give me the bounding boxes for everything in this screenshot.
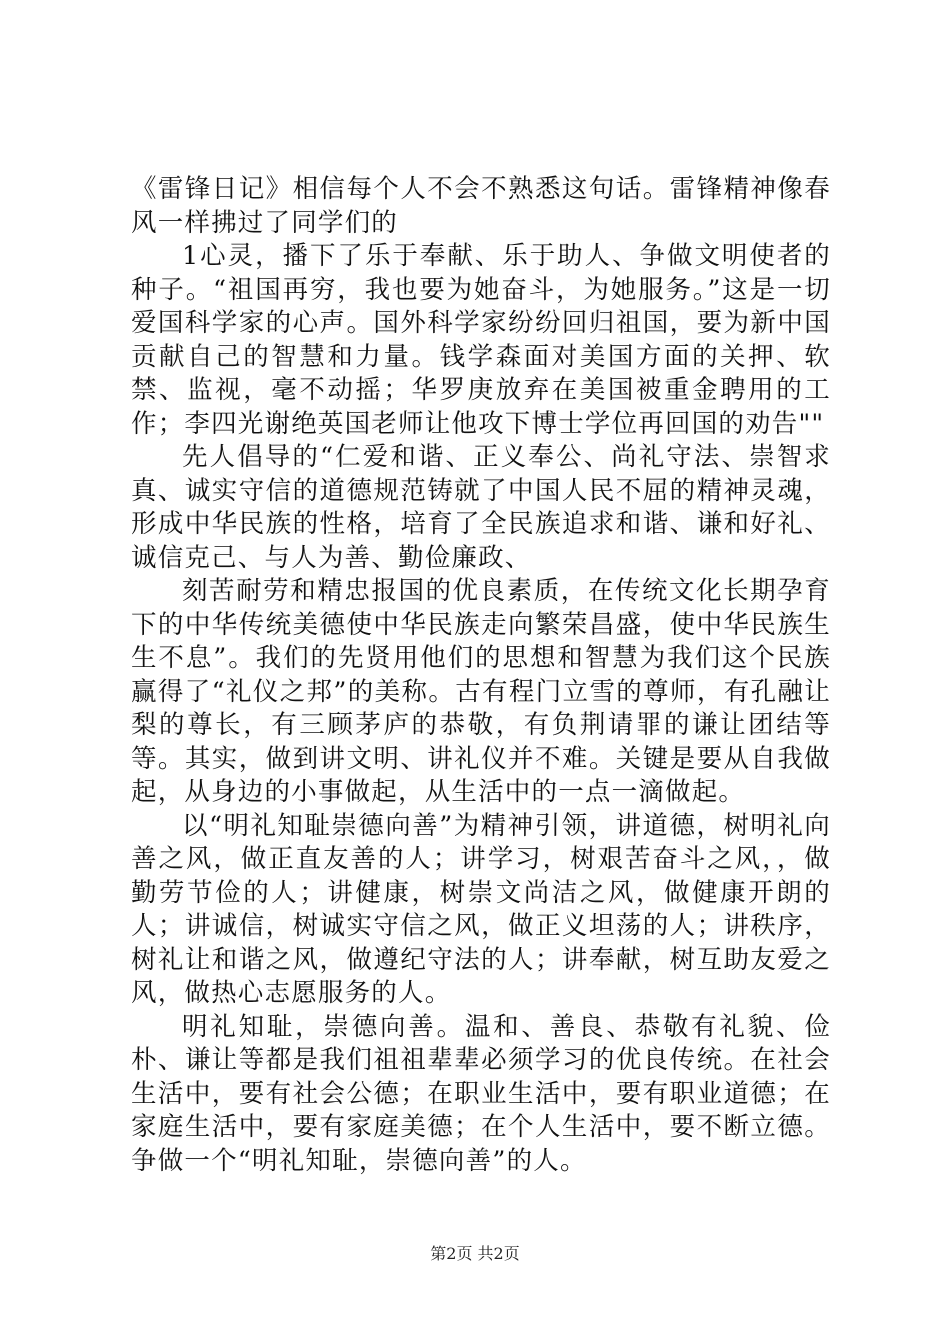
page-footer: 第2页 共2页 bbox=[430, 1244, 520, 1263]
paragraph-6: 明礼知耻，崇德向善。温和、善良、恭敬有礼貌、俭朴、谦让等都是我们祖祖辈辈必须学习的优良传统。在社会生活中，要有社会公德；在职业生活中，要有职业道德；在家庭生活中，要有家庭美德；在个人生活中，要不断立德。争做一个“明礼知耻，崇德向善”的人。 bbox=[131, 1011, 831, 1176]
paragraph-3: 先人倡导的“仁爱和谐、正义奉公、尚礼守法、崇智求真、诚实守信的道德规范铸就了中国人民不屈的精神灵魂，形成中华民族的性格，培育了全民族追求和谐、谦和好礼、诚信克己、与人为善、勤俭廉政、 bbox=[131, 442, 831, 573]
paragraph-5: 以“明礼知耻崇德向善”为精神引领，讲道德，树明礼向善之风，做正直友善的人；讲学习，树艰苦奋斗之风，，做勤劳节俭的人；讲健康，树崇文尚洁之风，做健康开朗的人；讲诚信，树诚实守信之风，做正义坦荡的人；讲秩序，树礼让和谐之风，做遵纪守法的人；讲奉献，树互助友爱之风，做热心志愿服务的人。 bbox=[131, 810, 831, 1008]
paragraph-4: 刻苦耐劳和精忠报国的优良素质，在传统文化长期孕育下的中华传统美德使中华民族走向繁荣昌盛，使中华民族生生不息”。我们的先贤用他们的思想和智慧为我们这个民族赢得了“礼仪之邦”的美称。古有程门立雪的尊师，有孔融让梨的尊长，有三顾茅庐的恭敬，有负荆请罪的谦让团结等等。其实，做到讲文明、讲礼仪并不难。关键是要从自我做起，从身边的小事做起，从生活中的一点一滴做起。 bbox=[131, 576, 831, 807]
paragraph-2: 1心灵，播下了乐于奉献、乐于助人、争做文明使者的种子。“祖国再穷，我也要为她奋斗，为她服务。”这是一切爱国科学家的心声。国外科学家纷纷回归祖国，要为新中国贡献自己的智慧和力量。钱学森面对美国方面的关押、软禁、监视，毫不动摇；华罗庚放弃在美国被重金聘用的工作；李四光谢绝英国老师让他攻下博士学位再回国的劝告"" bbox=[131, 241, 831, 439]
paragraph-1: 《雷锋日记》相信每个人不会不熟悉这句话。雷锋精神像春风一样拂过了同学们的 bbox=[131, 174, 831, 238]
document-body bbox=[131, 173, 831, 1178]
